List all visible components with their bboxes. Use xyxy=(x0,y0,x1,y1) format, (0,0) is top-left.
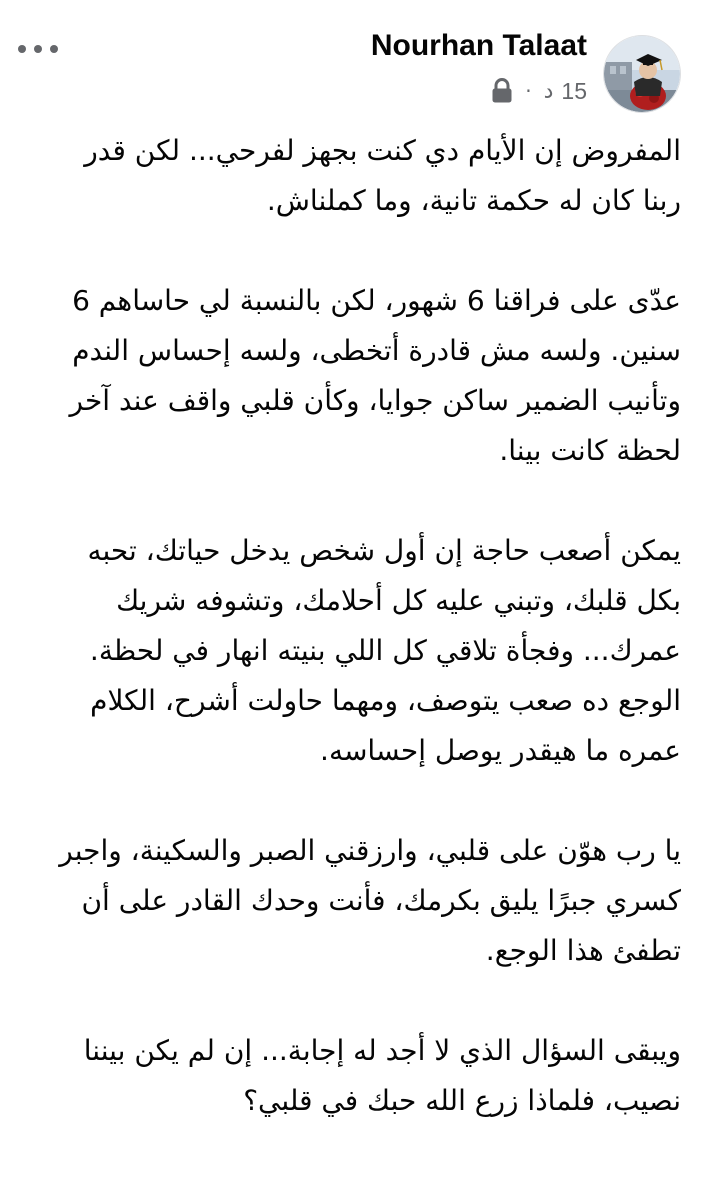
lock-icon[interactable] xyxy=(491,78,513,104)
author-avatar[interactable] xyxy=(603,35,681,113)
time-number: 15 xyxy=(561,77,587,104)
time-unit: د xyxy=(543,78,554,104)
author-name[interactable]: Nourhan Talaat xyxy=(370,29,587,62)
more-options-button[interactable] xyxy=(14,32,62,66)
post-paragraph: ويبقى السؤال الذي لا أجد له إجابة... إن لم يكن بيننا نصيب، فلماذا زرع الله حبك في قلبي؟ xyxy=(83,1034,681,1117)
post-paragraph: عدّى على فراقنا 6 شهور، لكن بالنسبة لي حاساهم 6 سنين. ولسه مش قادرة أتخطى، ولسه إحساس الندم وتأنيب الضمير ساكن جوايا، وكأن قلبي واقف عند آخر لحظة كانت بينا. xyxy=(69,284,681,467)
more-dot xyxy=(50,45,58,53)
post-paragraph: يا رب هوّن على قلبي، وارزقني الصبر والسكينة، واجبر كسري جبرًا يليق بكرمك، فأنت وحدك القادر على أن تطفئ هذا الوجع. xyxy=(59,834,681,967)
post-header xyxy=(0,0,703,120)
more-dot xyxy=(18,45,26,53)
post-paragraph: يمكن أصعب حاجة إن أول شخص يدخل حياتك، تحبه بكل قلبك، وتبني عليه كل أحلامك، وتشوفه شريك عمرك... وفجأة تلاقي كل اللي بنيته انهار في لحظة. الوجع ده صعب يتوصف، ومهما حاولت أشرح، الكلام عمره ما هيقدر يوصل إحساسه. xyxy=(87,534,681,767)
post-text xyxy=(38,126,681,1126)
meta-separator: · xyxy=(525,79,532,103)
more-dot xyxy=(34,45,42,53)
post-meta xyxy=(491,74,587,108)
post-paragraph: المفروض إن الأيام دي كنت بجهز لفرحي... لكن قدر ربنا كان له حكمة تانية، وما كملناش. xyxy=(84,134,681,217)
post-timestamp[interactable] xyxy=(544,78,587,105)
